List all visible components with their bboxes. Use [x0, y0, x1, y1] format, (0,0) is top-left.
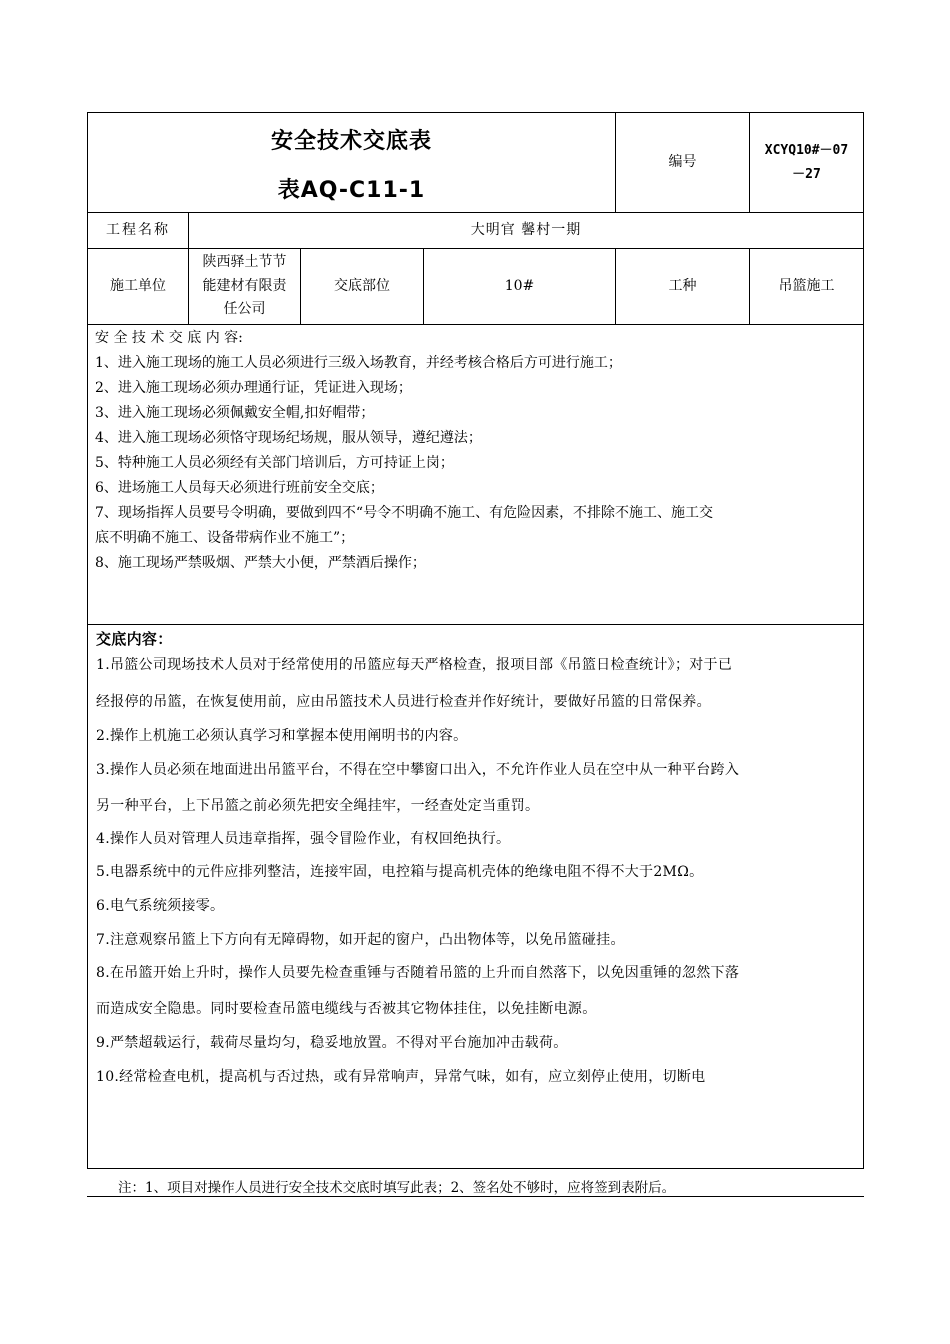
handover-item: 7.注意观察吊篮上下方向有无障碍物，如开起的窗户，凸出物体等，以免吊篮碰挂。: [96, 932, 625, 948]
handover-item: 1.吊篮公司现场技术人员对于经常使用的吊篮应每天严格检查，报项目部《吊篮日检查统计》；对于已: [96, 657, 733, 673]
handover-item: 3.操作人员必须在地面进出吊篮平台，不得在空中攀窗口出入，不允许作业人员在空中从一种平台跨入: [96, 762, 740, 778]
handover-location-value-text: 10#: [504, 277, 535, 294]
construction-unit-line: 陕西驿土节节: [202, 253, 287, 270]
project-name-value: [189, 213, 863, 248]
safety-item: 4、进入施工现场必须恪守现场纪场规，服从领导，遵纪遵法；: [95, 430, 482, 446]
handover-location-value: [424, 249, 615, 324]
table-border-bottom: [87, 1196, 864, 1197]
safety-item: 6、进场施工人员每天必须进行班前安全交底；: [95, 480, 384, 496]
handover-item: 6.电气系统须接零。: [96, 898, 225, 914]
document-number: [750, 113, 863, 212]
project-name-label-text: 工程名称: [106, 221, 170, 238]
construction-unit-line: 能建材有限责: [202, 277, 287, 294]
table-divider: [87, 1168, 864, 1169]
construction-unit-line: 任公司: [223, 301, 266, 318]
document-number-line1: XCYQ10#－07: [764, 143, 849, 159]
number-label-text: 编号: [668, 153, 697, 170]
number-label: [616, 113, 749, 212]
handover-item: 而造成安全隐患。同时要检查吊篮电缆线与否被其它物体挂住，以免挂断电源。: [96, 1001, 597, 1017]
project-name-value-text: 大明官 馨村一期: [470, 221, 582, 238]
handover-item: 8.在吊篮开始上升时，操作人员要先检查重锤与否随着吊篮的上升而自然落下，以免因重锤的忽然下落: [96, 965, 740, 981]
table-divider: [87, 324, 864, 325]
construction-unit-label-text: 施工单位: [110, 277, 166, 294]
table-border-right: [863, 112, 864, 1168]
construction-unit-label: [88, 249, 188, 324]
handover-item: 9.严禁超载运行，载荷尽量均匀，稳妥地放置。不得对平台施加冲击载荷。: [96, 1035, 568, 1051]
trade-label-text: 工种: [668, 277, 697, 294]
trade-value: [750, 249, 863, 324]
handover-item: 4.操作人员对管理人员违章指挥，强令冒险作业，有权回绝执行。: [96, 831, 511, 847]
construction-unit-value: [189, 249, 300, 324]
safety-item: 底不明确不施工、设备带病作业不施工”；: [95, 530, 355, 546]
handover-item: 5.电器系统中的元件应排列整洁，连接牢固，电控箱与提高机壳体的绝缘电阻不得不大于2MΩ。: [96, 864, 704, 880]
safety-item: 1、进入施工现场的施工人员必须进行三级入场教育，并经考核合格后方可进行施工；: [95, 355, 622, 371]
trade-value-text: 吊篮施工: [778, 277, 835, 294]
safety-item: 3、进入施工现场必须佩戴安全帽,扣好帽带；: [95, 405, 375, 421]
document-number-line2: －27: [792, 166, 821, 182]
handover-item: 2.操作上机施工必须认真学习和掌握本使用阐明书的内容。: [96, 728, 468, 744]
table-divider: [87, 624, 864, 625]
safety-item: 5、特种施工人员必须经有关部门培训后，方可持证上岗；: [95, 455, 454, 471]
trade-label: [616, 249, 749, 324]
safety-item: 7、现场指挥人员要号令明确，要做到四不“号令不明确不施工、有危险因素，不排除不施工、施工交: [95, 505, 714, 521]
handover-location-label: [301, 249, 423, 324]
safety-content-heading: 安 全 技 术 交 底 内 容:: [95, 330, 243, 346]
handover-item: 另一种平台，上下吊篮之前必须先把安全绳挂牢，一经查处定当重罚。: [96, 798, 540, 814]
form-code: 表AQ-C11-1: [277, 178, 426, 203]
safety-item: 8、施工现场严禁吸烟、严禁大小便，严禁酒后操作；: [95, 555, 426, 571]
handover-content-heading: 交底内容：: [96, 630, 173, 648]
form-title: 安全技术交底表: [270, 129, 432, 154]
project-name-label: [88, 213, 188, 248]
safety-item: 2、进入施工现场必须办理通行证，凭证进入现场；: [95, 380, 412, 396]
handover-location-label-text: 交底部位: [334, 277, 390, 294]
footer-note: 注：1、项目对操作人员进行安全技术交底时填写此表；2、签名处不够时，应将签到表附后。: [118, 1180, 676, 1196]
handover-item: 经报停的吊篮，在恢复使用前，应由吊篮技术人员进行检查并作好统计，要做好吊篮的日常保养。: [96, 694, 711, 710]
handover-item: 10.经常检查电机，提高机与否过热，或有异常响声，异常气味，如有，应立刻停止使用，切断电: [96, 1069, 706, 1085]
